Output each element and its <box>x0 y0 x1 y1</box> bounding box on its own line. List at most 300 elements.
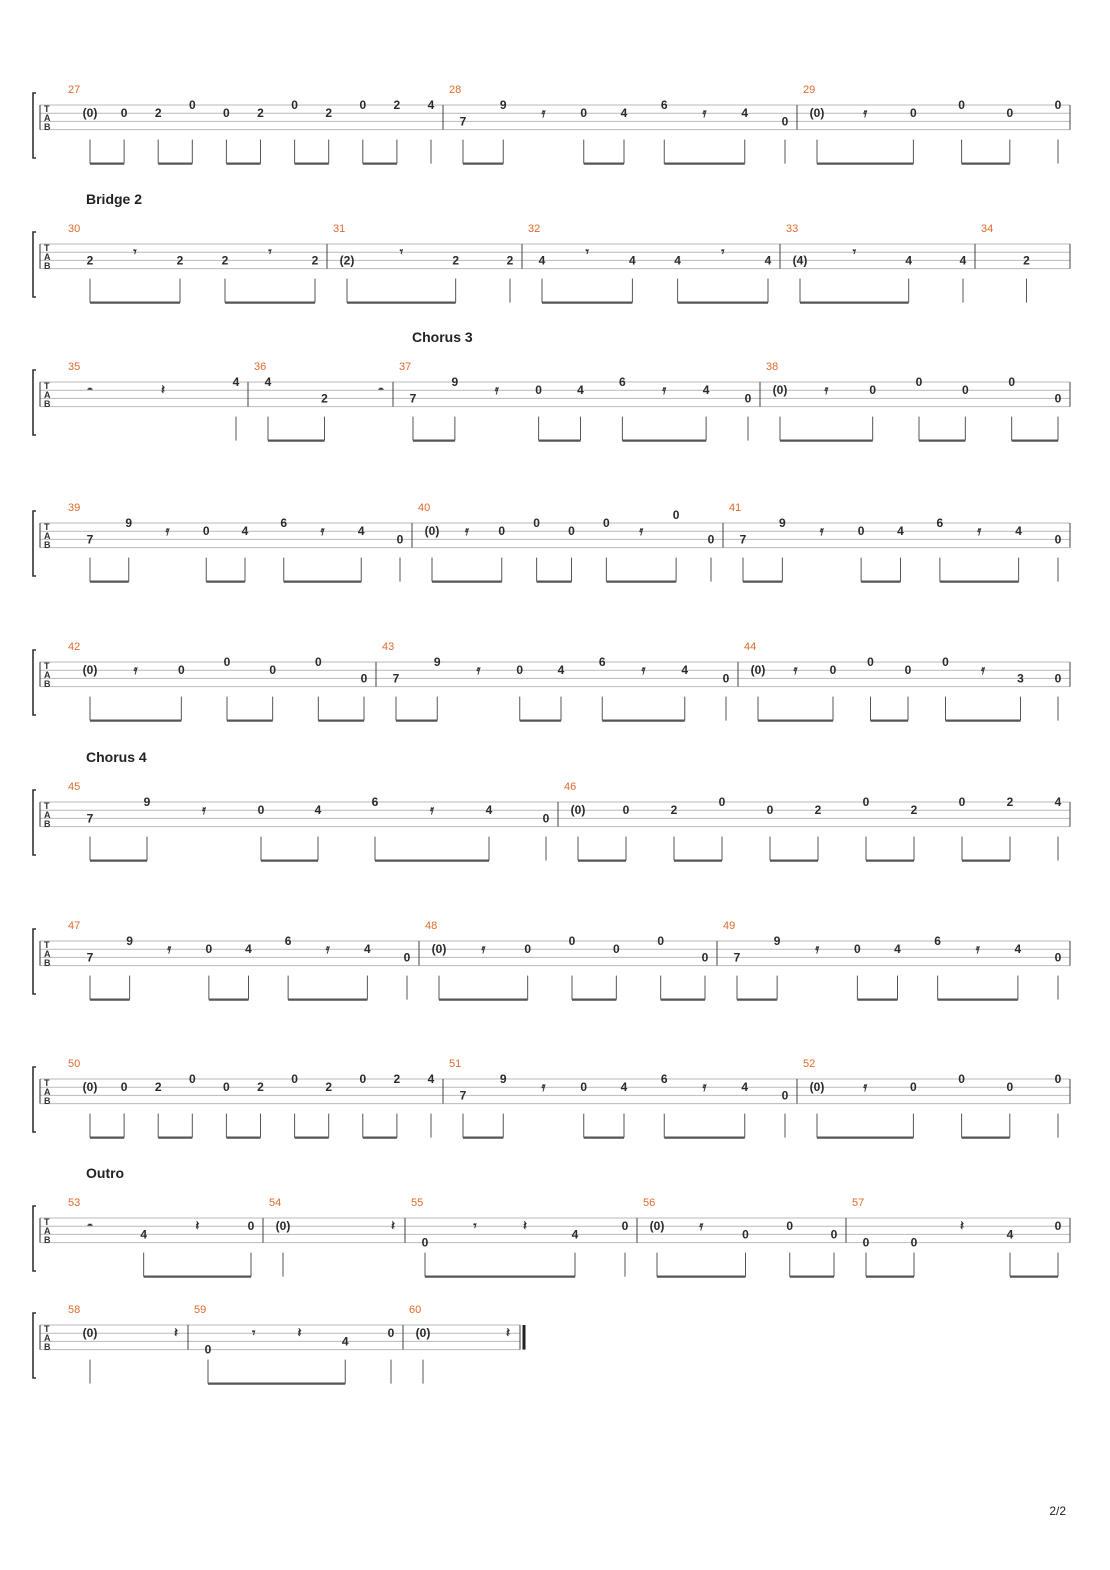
rest-symbol: 𝄾 <box>399 245 404 261</box>
fret-number: 4 <box>577 383 584 398</box>
fret-number: 0 <box>869 383 877 398</box>
rest-symbol: 𝄿 <box>430 803 434 819</box>
fret-number: 6 <box>371 795 379 809</box>
bar-number: 35 <box>68 361 81 373</box>
fret-number: 2 <box>154 106 162 121</box>
fret-number: 2 <box>506 253 514 268</box>
staff-system <box>33 191 1070 303</box>
fret-number: 4 <box>681 663 689 678</box>
fret-number: 4 <box>620 1080 628 1095</box>
fret-number: 6 <box>598 655 606 669</box>
rest-symbol: 𝄾 <box>133 245 137 261</box>
fret-number: 0 <box>223 655 231 669</box>
fret-number: 0 <box>829 663 837 678</box>
fret-number: 0 <box>707 532 715 547</box>
staff-system <box>33 84 1070 164</box>
bar-number: 31 <box>333 223 346 235</box>
tab-clef-letter: B <box>44 958 51 968</box>
fret-number: 0 <box>202 524 210 539</box>
fret-number: (0) <box>82 1080 98 1095</box>
fret-number: 0 <box>247 1219 255 1234</box>
fret-number: 4 <box>357 524 365 539</box>
tab-clef-letter: T <box>44 940 50 950</box>
fret-number: 4 <box>427 1072 435 1086</box>
rest-symbol: 𝄽 <box>506 1326 510 1342</box>
fret-number: 7 <box>409 391 417 406</box>
fret-number: 7 <box>739 532 747 547</box>
bar-number: 39 <box>68 502 81 514</box>
tab-clef-letter: T <box>44 1324 50 1334</box>
fret-number: (0) <box>431 942 447 957</box>
fret-number: (0) <box>424 524 440 539</box>
fret-number: 2 <box>325 1080 333 1095</box>
fret-number: (0) <box>82 1326 98 1341</box>
fret-number: 4 <box>1054 795 1062 809</box>
rest-symbol: 𝄿 <box>320 524 325 540</box>
fret-number: 0 <box>744 391 752 406</box>
fret-number: 0 <box>120 1080 128 1095</box>
fret-number: 7 <box>392 671 400 686</box>
tab-clef-letter: T <box>44 801 50 811</box>
fret-number: 2 <box>452 253 460 268</box>
fret-number: 0 <box>910 1235 918 1250</box>
fret-number: 0 <box>1054 532 1062 547</box>
fret-number: 2 <box>321 391 328 406</box>
bar-number: 43 <box>382 641 395 653</box>
fret-number: 0 <box>1054 1219 1062 1234</box>
tab-clef-letter: A <box>44 670 51 680</box>
fret-number: 2 <box>311 253 319 268</box>
fret-number: 4 <box>557 663 565 678</box>
rest-symbol: 𝄾 <box>473 1219 477 1235</box>
staff-system <box>33 1165 1070 1277</box>
fret-number: 0 <box>120 106 128 121</box>
fret-number: 4 <box>364 942 371 957</box>
tab-clef-letter: B <box>44 819 51 829</box>
fret-number: 0 <box>542 811 550 826</box>
rest-symbol: 𝄽 <box>174 1326 178 1342</box>
rest-symbol: 𝄿 <box>662 383 667 399</box>
fret-number: 0 <box>910 106 917 121</box>
rest-symbol: 𝄿 <box>824 383 829 399</box>
fret-number: 2 <box>86 253 94 268</box>
fret-number: 6 <box>936 516 944 530</box>
rest-symbol: 𝄿 <box>133 663 138 679</box>
fret-number: 0 <box>257 803 265 818</box>
fret-number: 0 <box>359 1072 367 1086</box>
staff-system <box>33 329 1070 441</box>
fret-number: 9 <box>499 1072 507 1086</box>
tab-clef-letter: A <box>44 1333 51 1343</box>
rest-symbol: 𝄿 <box>165 524 170 540</box>
fret-number: 0 <box>781 114 789 129</box>
fret-number: (0) <box>82 663 98 678</box>
tab-clef-letter: T <box>44 104 50 114</box>
system-bracket <box>33 1067 36 1132</box>
fret-number: (0) <box>82 106 98 121</box>
fret-number: 0 <box>396 532 404 547</box>
fret-number: 4 <box>232 375 240 389</box>
fret-number: 0 <box>915 375 923 389</box>
fret-number: 2 <box>176 253 184 268</box>
rest-symbol: 𝄿 <box>702 1080 707 1096</box>
bar-number: 45 <box>68 781 81 793</box>
fret-number: 4 <box>674 253 681 268</box>
fret-number: 0 <box>742 1227 749 1242</box>
fret-number: 0 <box>722 671 730 686</box>
fret-number: 2 <box>670 803 678 818</box>
bar-number: 54 <box>269 1197 282 1209</box>
fret-number: 0 <box>580 106 588 121</box>
fret-number: 0 <box>291 1072 298 1086</box>
fret-number: (0) <box>275 1219 291 1234</box>
fret-number: 0 <box>942 655 949 669</box>
bar-number: 55 <box>411 1197 424 1209</box>
fret-number: (0) <box>570 803 586 818</box>
rest-symbol: 𝄿 <box>476 663 481 679</box>
rest-symbol: 𝄽 <box>523 1219 527 1235</box>
staff-system <box>33 1304 524 1384</box>
bar-number: 34 <box>981 223 994 235</box>
fret-number: 0 <box>786 1219 794 1234</box>
bar-number: 30 <box>68 223 81 235</box>
fret-number: (0) <box>772 383 788 398</box>
rest-symbol: 𝄿 <box>481 942 486 958</box>
system-bracket <box>33 1206 36 1271</box>
fret-number: 4 <box>905 253 913 268</box>
fret-number: 0 <box>223 106 230 121</box>
tab-clef-letter: A <box>44 252 51 262</box>
fret-number: 4 <box>620 106 628 121</box>
fret-number: 0 <box>568 934 576 948</box>
bar-number: 29 <box>803 84 816 96</box>
system-bracket <box>33 1313 36 1378</box>
fret-number: 9 <box>125 516 133 530</box>
fret-number: 0 <box>1054 98 1062 112</box>
rest-symbol: 𝄽 <box>960 1219 964 1235</box>
tab-clef-letter: T <box>44 661 50 671</box>
tab-clef-letter: B <box>44 1342 51 1352</box>
rest-symbol: 𝄿 <box>975 942 980 958</box>
bar-number: 49 <box>723 920 736 932</box>
fret-number: 6 <box>619 375 626 389</box>
rest-symbol: 𝄿 <box>699 1219 704 1235</box>
fret-number: 0 <box>857 524 865 539</box>
fret-number: 0 <box>1054 391 1062 406</box>
system-bracket <box>33 929 36 994</box>
fret-number: 4 <box>140 1227 148 1242</box>
system-bracket <box>33 232 36 297</box>
fret-number: 0 <box>359 98 367 112</box>
tab-clef-letter: T <box>44 1217 50 1227</box>
fret-number: 4 <box>264 375 272 389</box>
fret-number: 0 <box>958 1072 965 1086</box>
tab-clef-letter: B <box>44 261 51 271</box>
fret-number: 6 <box>284 934 292 948</box>
fret-number: 0 <box>580 1080 588 1095</box>
bar-number: 48 <box>425 920 438 932</box>
bar-number: 36 <box>254 361 267 373</box>
rest-symbol: 𝄿 <box>981 663 985 679</box>
tab-clef-letter: A <box>44 113 51 123</box>
rest-symbol: 𝄿 <box>863 1080 868 1096</box>
fret-number: 4 <box>894 942 901 957</box>
bar-number: 59 <box>194 1304 207 1316</box>
fret-number: 4 <box>741 106 749 121</box>
bar-number: 46 <box>564 781 577 793</box>
fret-number: 0 <box>205 942 213 957</box>
fret-number: 2 <box>910 803 918 818</box>
fret-number: 0 <box>603 516 610 530</box>
fret-number: 0 <box>1054 950 1062 965</box>
fret-number: 2 <box>257 1080 264 1095</box>
bar-number: 38 <box>766 361 779 373</box>
rest-symbol: 𝄾 <box>268 245 272 261</box>
rest-symbol: 𝄿 <box>641 663 646 679</box>
fret-number: 2 <box>257 106 264 121</box>
system-bracket <box>33 93 36 158</box>
rest-symbol: 𝄼 <box>378 383 384 399</box>
fret-number: 9 <box>143 795 151 809</box>
system-bracket <box>33 650 36 715</box>
fret-number: 2 <box>221 253 229 268</box>
fret-number: 0 <box>223 1080 230 1095</box>
rest-symbol: 𝄿 <box>793 663 798 679</box>
fret-number: 0 <box>498 524 506 539</box>
fret-number: 0 <box>657 934 665 948</box>
fret-number: 6 <box>280 516 288 530</box>
fret-number: 9 <box>779 516 786 530</box>
fret-number: 4 <box>427 98 435 112</box>
bar-number: 40 <box>418 502 431 514</box>
system-bracket <box>33 790 36 855</box>
fret-number: 0 <box>766 803 774 818</box>
fret-number: 0 <box>568 524 575 539</box>
fret-number: 0 <box>403 950 411 965</box>
tab-clef-letter: A <box>44 810 51 820</box>
rest-symbol: 𝄾 <box>252 1326 256 1342</box>
bar-number: 41 <box>729 502 742 514</box>
rest-symbol: 𝄾 <box>585 245 589 261</box>
fret-number: 0 <box>910 1080 917 1095</box>
bar-number: 28 <box>449 84 462 96</box>
fret-number: 7 <box>733 950 741 965</box>
fret-number: 0 <box>621 1219 629 1234</box>
fret-number: (0) <box>415 1326 431 1341</box>
tab-clef-letter: B <box>44 540 51 550</box>
fret-number: 0 <box>904 663 912 678</box>
fret-number: 4 <box>959 253 967 268</box>
tab-clef-letter: T <box>44 243 50 253</box>
fret-number: 7 <box>86 532 94 547</box>
staff-system <box>33 502 1070 582</box>
bar-number: 60 <box>409 1304 422 1316</box>
tab-clef-letter: T <box>44 1078 50 1088</box>
rest-symbol: 𝄼 <box>87 383 93 399</box>
tab-clef-letter: B <box>44 1235 51 1245</box>
section-label: Outro <box>86 1165 125 1181</box>
fret-number: 7 <box>86 950 94 965</box>
fret-number: 6 <box>660 1072 668 1086</box>
fret-number: 0 <box>622 803 630 818</box>
bar-number: 37 <box>399 361 412 373</box>
rest-symbol: 𝄽 <box>195 1219 200 1235</box>
system-bracket <box>33 511 36 576</box>
fret-number: 9 <box>451 375 459 389</box>
rest-symbol: 𝄿 <box>494 383 499 399</box>
fret-number: 4 <box>485 803 493 818</box>
bar-number: 50 <box>68 1058 81 1070</box>
fret-number: 0 <box>867 655 874 669</box>
fret-number: 0 <box>188 98 196 112</box>
rest-symbol: 𝄿 <box>541 1080 546 1096</box>
fret-number: 4 <box>1014 942 1022 957</box>
section-label: Bridge 2 <box>86 191 143 207</box>
section-label: Chorus 4 <box>86 749 147 765</box>
fret-number: 0 <box>958 795 966 809</box>
fret-number: 2 <box>393 1072 401 1086</box>
rest-symbol: 𝄿 <box>167 942 172 958</box>
fret-number: 0 <box>177 663 185 678</box>
fret-number: 4 <box>741 1080 749 1095</box>
staff-system <box>33 920 1070 1000</box>
fret-number: 0 <box>1006 1080 1014 1095</box>
fret-number: (0) <box>809 106 825 121</box>
fret-number: 7 <box>86 811 94 826</box>
fret-number: 9 <box>126 934 133 948</box>
fret-number: 0 <box>781 1088 789 1103</box>
page-number: 2/2 <box>1049 1504 1066 1518</box>
fret-number: (0) <box>750 663 766 678</box>
bar-number: 33 <box>786 223 799 235</box>
rest-symbol: 𝄿 <box>819 524 824 540</box>
fret-number: 4 <box>571 1227 579 1242</box>
fret-number: 0 <box>533 516 540 530</box>
fret-number: (4) <box>792 253 808 268</box>
bar-number: 53 <box>68 1197 81 1209</box>
fret-number: 0 <box>291 98 298 112</box>
rest-symbol: 𝄽 <box>297 1326 302 1342</box>
fret-number: 6 <box>660 98 668 112</box>
tab-clef-letter: B <box>44 1096 51 1106</box>
bar-number: 58 <box>68 1304 81 1316</box>
bar-number: 52 <box>803 1058 816 1070</box>
fret-number: 0 <box>958 98 965 112</box>
fret-number: (0) <box>649 1219 665 1234</box>
staff-system <box>33 641 1070 721</box>
bar-number: 32 <box>528 223 541 235</box>
fret-number: 9 <box>433 655 441 669</box>
fret-number: (2) <box>339 253 355 268</box>
fret-number: 0 <box>269 663 277 678</box>
fret-number: 4 <box>897 524 904 539</box>
rest-symbol: 𝄿 <box>977 524 982 540</box>
staff-system <box>33 749 1070 861</box>
fret-number: 7 <box>459 1088 467 1103</box>
bar-number: 42 <box>68 641 81 653</box>
tab-clef-letter: B <box>44 122 51 132</box>
fret-number: 0 <box>701 950 709 965</box>
rest-symbol: 𝄾 <box>852 245 857 261</box>
fret-number: 7 <box>459 114 467 129</box>
fret-number: 0 <box>862 795 870 809</box>
fret-number: 3 <box>1017 671 1024 686</box>
rest-symbol: 𝄿 <box>702 106 707 122</box>
fret-number: 9 <box>499 98 507 112</box>
fret-number: 4 <box>764 253 772 268</box>
rest-symbol: 𝄿 <box>464 524 469 540</box>
fret-number: (0) <box>809 1080 825 1095</box>
rest-symbol: 𝄽 <box>391 1219 395 1235</box>
bar-number: 27 <box>68 84 81 96</box>
tab-clef-letter: T <box>44 381 50 391</box>
bar-number: 56 <box>643 1197 656 1209</box>
tab-clef-letter: A <box>44 390 51 400</box>
tab-clef-letter: A <box>44 949 51 959</box>
section-label: Chorus 3 <box>412 329 473 345</box>
tab-clef-letter: A <box>44 531 51 541</box>
fret-number: 0 <box>718 795 726 809</box>
fret-number: 0 <box>535 383 542 398</box>
fret-number: 0 <box>387 1326 395 1341</box>
tab-clef-letter: B <box>44 679 51 689</box>
fret-number: 0 <box>1008 375 1016 389</box>
system-bracket <box>33 370 36 435</box>
rest-symbol: 𝄿 <box>325 942 330 958</box>
fret-number: 0 <box>672 507 680 522</box>
fret-number: 2 <box>1006 795 1014 809</box>
fret-number: 4 <box>314 803 322 818</box>
fret-number: 4 <box>702 383 710 398</box>
tab-clef-letter: T <box>44 522 50 532</box>
rest-symbol: 𝄿 <box>541 106 546 122</box>
fret-number: 4 <box>1006 1227 1014 1242</box>
fret-number: 0 <box>1054 1072 1062 1086</box>
fret-number: 0 <box>1054 671 1062 686</box>
bar-number: 44 <box>744 641 757 653</box>
staff-system <box>33 1058 1070 1138</box>
fret-number: 0 <box>188 1072 196 1086</box>
fret-number: 0 <box>862 1235 870 1250</box>
fret-number: 0 <box>421 1235 429 1250</box>
bar-number: 51 <box>449 1058 462 1070</box>
rest-symbol: 𝄿 <box>863 106 868 122</box>
fret-number: 0 <box>204 1342 212 1357</box>
rest-symbol: 𝄾 <box>721 245 725 261</box>
fret-number: 4 <box>341 1334 349 1349</box>
tab-clef-letter: A <box>44 1226 51 1236</box>
fret-number: 4 <box>629 253 636 268</box>
bar-number: 57 <box>852 1197 865 1209</box>
fret-number: 2 <box>814 803 822 818</box>
fret-number: 0 <box>961 383 969 398</box>
fret-number: 2 <box>393 98 401 112</box>
fret-number: 4 <box>245 942 252 957</box>
fret-number: 2 <box>154 1080 162 1095</box>
rest-symbol: 𝄿 <box>202 803 206 819</box>
fret-number: 2 <box>325 106 333 121</box>
fret-number: 0 <box>612 942 620 957</box>
fret-number: 0 <box>830 1227 838 1242</box>
fret-number: 0 <box>1006 106 1014 121</box>
fret-number: 0 <box>516 663 524 678</box>
rest-symbol: 𝄽 <box>161 383 165 399</box>
rest-symbol: 𝄼 <box>87 1219 93 1235</box>
fret-number: 6 <box>934 934 941 948</box>
fret-number: 4 <box>538 253 546 268</box>
fret-number: 4 <box>1015 524 1022 539</box>
fret-number: 0 <box>524 942 532 957</box>
